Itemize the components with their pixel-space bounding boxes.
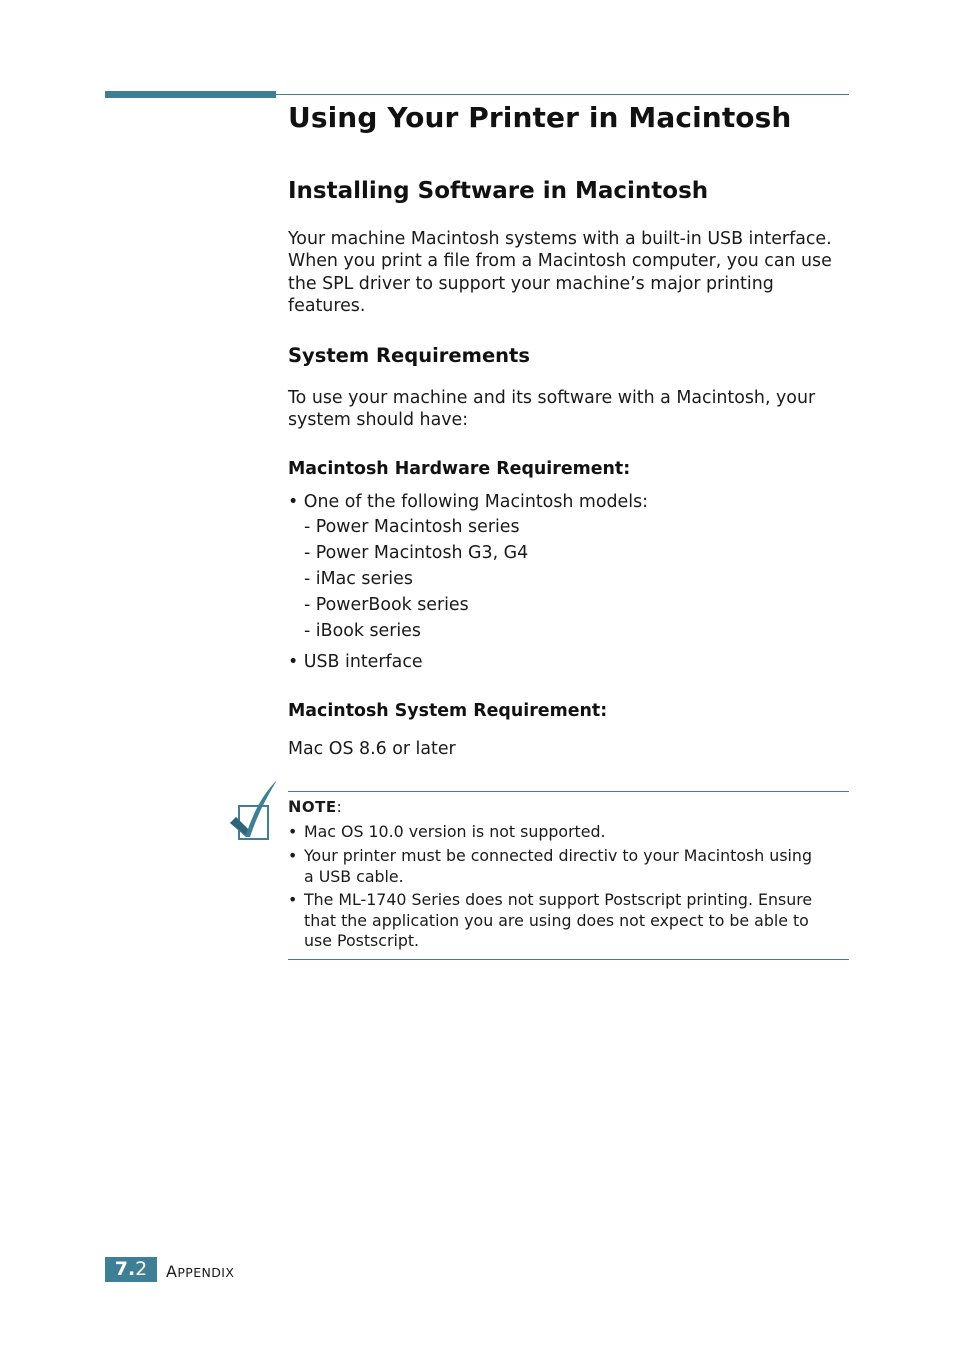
note-title-initial: N: [288, 797, 302, 816]
requirements-intro-line: system should have:: [288, 410, 469, 431]
system-requirement-heading: Macintosh System Requirement:: [288, 701, 608, 721]
page-title: Using Your Printer in Macintosh: [288, 101, 792, 134]
bullet-dot: •: [288, 822, 298, 841]
model-list-item: - Power Macintosh series: [304, 517, 520, 537]
hardware-requirement-heading: Macintosh Hardware Requirement:: [288, 459, 631, 479]
note-top-rule: [288, 791, 849, 792]
page-number-minor: 2: [135, 1258, 148, 1280]
note-line: Your printer must be connected directiv to your Macintosh using: [304, 846, 812, 865]
note-title-colon: :: [336, 798, 343, 816]
note-line: use Postscript.: [304, 931, 420, 950]
section-heading: Installing Software in Macintosh: [288, 178, 709, 204]
requirements-intro: [288, 387, 850, 432]
footer-section-rest: PPENDIX: [177, 1265, 235, 1280]
header-rule-thin: [276, 94, 849, 95]
note-title: [288, 797, 342, 816]
model-list-item: - PowerBook series: [304, 595, 469, 615]
note-item-text: [304, 846, 850, 887]
model-list-item: - iBook series: [304, 621, 421, 641]
note-line: The ML-1740 Series does not support Postscript printing. Ensure: [304, 890, 813, 909]
hardware-bullet-usb: • USB interface: [288, 652, 423, 672]
note-title-rest: OTE: [301, 798, 337, 816]
note-line: a USB cable.: [304, 866, 404, 886]
system-requirements-heading: System Requirements: [288, 344, 530, 367]
footer-section-label: [166, 1262, 234, 1281]
model-list-item: - iMac series: [304, 569, 413, 589]
note-item: [288, 822, 850, 843]
requirements-intro-line: To use your machine and its software with a Macintosh, your: [288, 388, 816, 408]
bullet-dot: •: [288, 890, 298, 909]
page-number-badge: [105, 1257, 157, 1282]
note-bottom-rule: [288, 959, 849, 960]
note-line: that the application you are using does not expect to be able to: [304, 910, 809, 930]
intro-line: When you print a file from a Macintosh computer, you can use: [288, 251, 832, 272]
page-number-major: 7.: [114, 1258, 136, 1280]
intro-line: Your machine Macintosh systems with a built-in USB interface.: [288, 229, 832, 249]
hardware-bullet-models: • One of the following Macintosh models:: [288, 492, 649, 512]
intro-paragraph: [288, 228, 850, 318]
footer-section-initial: A: [166, 1262, 178, 1281]
system-requirement-value: Mac OS 8.6 or later: [288, 739, 456, 759]
note-item-text: [304, 890, 850, 952]
header-rule-thick: [105, 91, 276, 98]
model-list-item: - Power Macintosh G3, G4: [304, 543, 529, 563]
note-item: [288, 846, 850, 887]
checkmark-note-icon: [228, 779, 278, 841]
intro-line: features.: [288, 296, 366, 317]
note-item: [288, 890, 850, 952]
intro-line: the SPL driver to support your machine’s major printing: [288, 273, 774, 294]
bullet-dot: •: [288, 846, 298, 865]
note-item-text: Mac OS 10.0 version is not supported.: [304, 822, 606, 841]
